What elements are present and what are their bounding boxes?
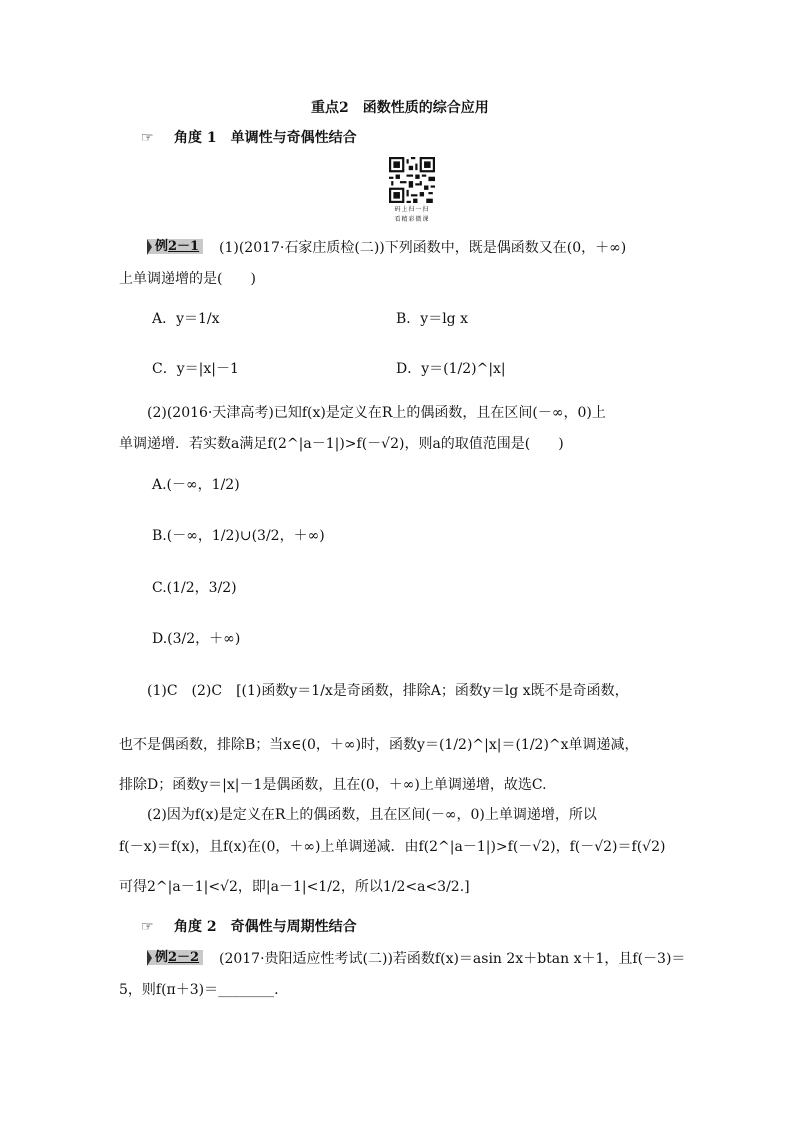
- solution-line-6: 可得2^|a－1|<√2，即|a－1|<1/2，所以1/2<a<3/2.]: [119, 879, 470, 895]
- option-1c: C．y＝|x|－1: [152, 361, 239, 377]
- option-2c: C.(1/2，3/2): [152, 580, 237, 596]
- example-2-1-tag: 例2－1: [147, 239, 203, 254]
- option-2d: D.(3/2，＋∞): [152, 631, 241, 647]
- q1-line-2: 上单调递增的是( ): [119, 271, 256, 287]
- option-2b: B.(－∞，1/2)∪(3/2，＋∞): [152, 528, 325, 544]
- solution-line-4: (2)因为f(x)是定义在R上的偶函数，且在区间(－∞，0)上单调递增，所以: [147, 807, 597, 823]
- option-1b: B．y＝lg x: [396, 311, 468, 327]
- angle-1-row: [141, 131, 357, 145]
- solution-line-1: (1)C (2)C [(1)函数y＝1/x是奇函数，排除A；函数y＝lg x既不是奇函数，: [147, 683, 629, 699]
- angle-1-label: 角度 1 单调性与奇偶性结合: [174, 130, 357, 146]
- solution-line-2: 也不是偶函数，排除B；当x∈(0，＋∞)时，函数y＝(1/2)^|x|＝(1/2)^x单调递减，: [119, 737, 639, 753]
- option-1d: D．y＝(1/2)^|x|: [396, 361, 506, 377]
- section-heading: 重点2 函数性质的综合应用: [311, 100, 489, 116]
- qr-code-image[interactable]: [389, 157, 435, 203]
- angle-2-label: 角度 2 奇偶性与周期性结合: [174, 919, 357, 935]
- q1-line-1: (1)(2017·石家庄质检(二))下列函数中，既是偶函数又在(0，＋∞): [219, 240, 627, 256]
- angle-2-row: [141, 920, 357, 934]
- option-2a: A.(－∞，1/2): [152, 477, 240, 493]
- solution-line-5: f(－x)＝f(x)，且f(x)在(0，＋∞)上单调递减．由f(2^|a－1|)>f(－√2)，f(－√2)＝f(√2): [119, 839, 666, 855]
- solution-line-3: 排除D；函数y＝|x|－1是偶函数，且在(0，＋∞)上单调递增，故选C.: [119, 777, 547, 793]
- q2-line-1: (2)(2016·天津高考)已知f(x)是定义在R上的偶函数，且在区间(－∞，0)上: [147, 405, 606, 421]
- qr-caption-2: 看精彩微课: [394, 216, 430, 223]
- pointing-hand-icon: ☞: [141, 919, 154, 935]
- qr-caption-1: 码上扫一扫: [394, 206, 430, 213]
- example-2-2-line-1: (2017·贵阳适应性考试(二))若函数f(x)＝asin 2x＋btan x＋1，且f(－3)＝: [219, 951, 686, 967]
- pointing-hand-icon: ☞: [141, 130, 154, 146]
- example-2-2-tag: 例2－2: [147, 950, 203, 965]
- example-2-2-line-2: 5，则f(π＋3)＝________.: [119, 982, 279, 998]
- q2-line-2: 单调递增．若实数a满足f(2^|a－1|)>f(－√2)，则a的取值范围是( ): [119, 436, 564, 452]
- option-1a: A．y＝1/x: [152, 311, 220, 327]
